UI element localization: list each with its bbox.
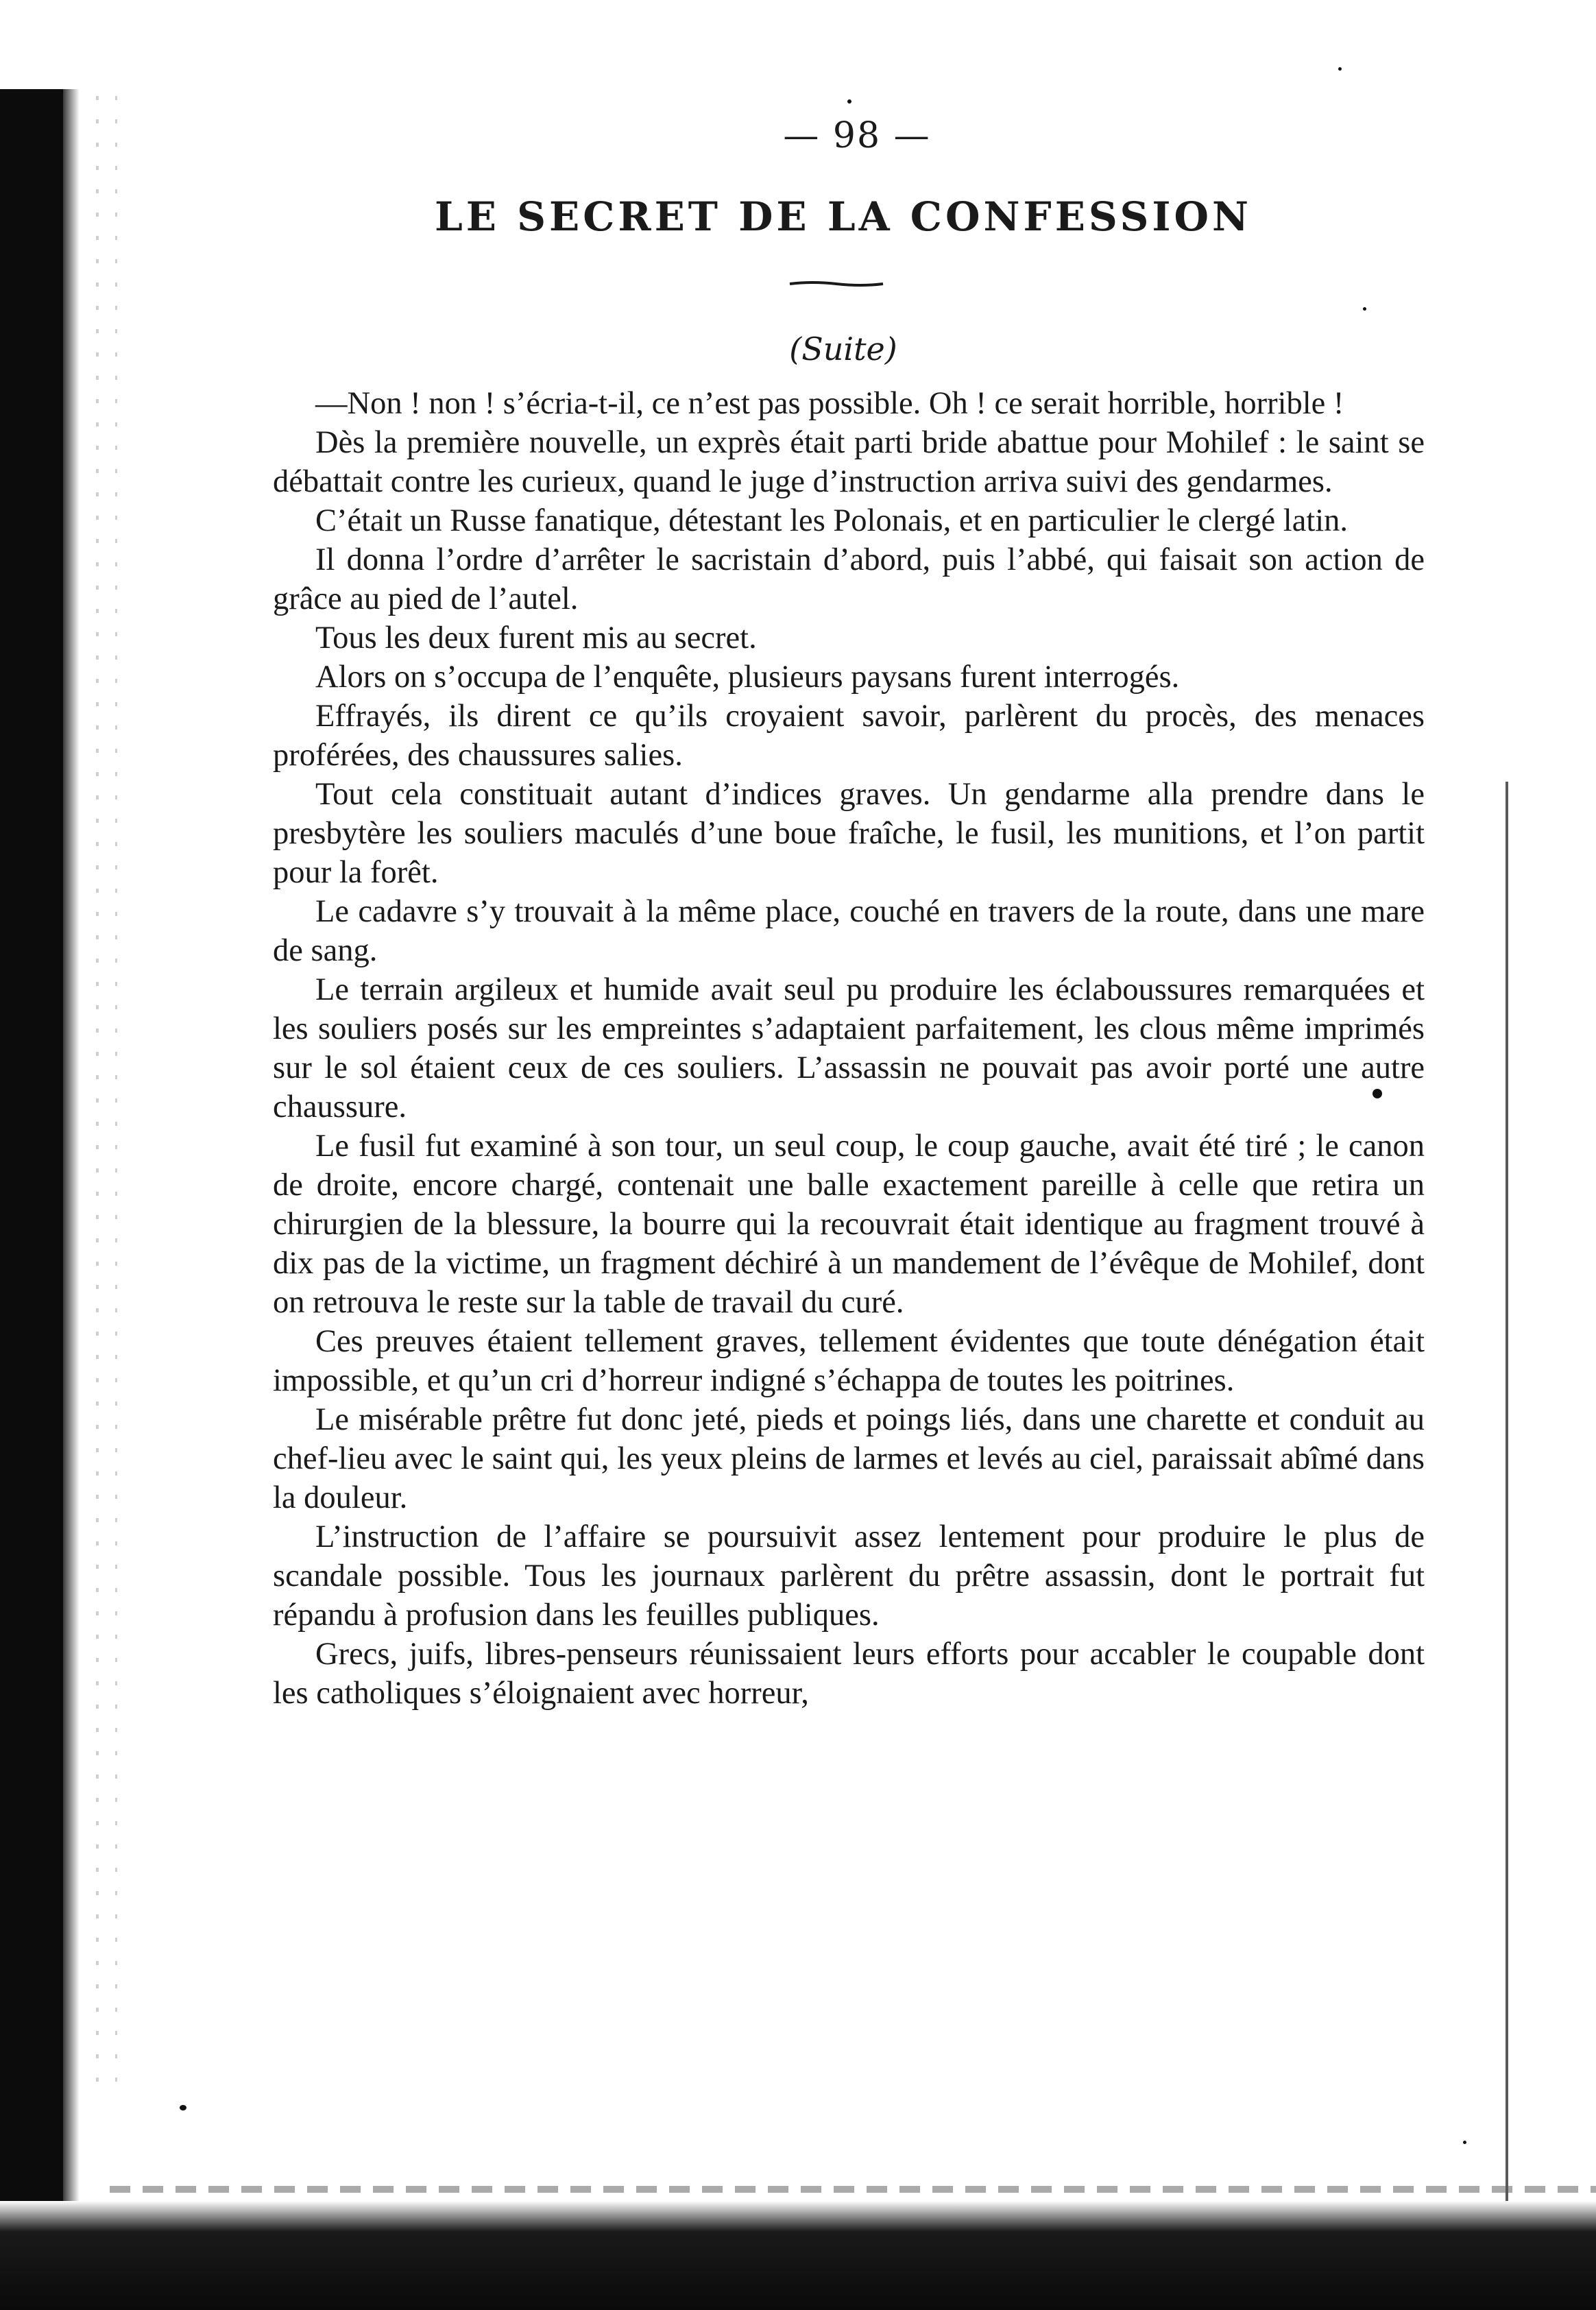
ink-speck	[1338, 67, 1342, 71]
scan-binding-shadow	[63, 89, 80, 2310]
subtitle: (Suite)	[789, 330, 897, 368]
ink-speck	[1363, 307, 1366, 311]
paragraph: Le fusil fut examiné à son tour, un seul coup, le coup gauche, avait été tiré ; le canon de droite, encore chargé, contenait une balle exactement pareille à celle que retira un chirurgien de la blessure, la bourre qui la recouvrait était identique au fragment trouvé à dix pas de la victime, un fragment déchiré à un mandement de l’évêque de Mohilef, dont on retrouva le reste sur la table de travail du curé.	[273, 1129, 1425, 1320]
paragraph: Tout cela constituait autant d’indices graves. Un gendarme alla prendre dans le presbytère les souliers maculés d’une boue fraîche, le fusil, les munitions, et l’on partit pour la forêt.	[273, 777, 1425, 890]
paragraph: Tous les deux furent mis au secret.	[315, 621, 757, 655]
paragraph: Grecs, juifs, libres-penseurs réunissaient leurs efforts pour accabler le coupable dont les catholiques s’éloignaient avec horreur,	[273, 1637, 1425, 1711]
paragraph: Il donna l’ordre d’arrêter le sacristain d’abord, puis l’abbé, qui faisait son action de grâce au pied de l’autel.	[273, 542, 1425, 616]
scan-gutter-noise	[82, 96, 137, 2084]
ink-speck	[847, 99, 851, 104]
ink-speck	[1373, 1089, 1382, 1098]
paragraph: Effrayés, ils dirent ce qu’ils croyaient savoir, parlèrent du procès, des menaces proférées, des chaussures salies.	[273, 699, 1425, 773]
scan-bottom-streak	[110, 2186, 1596, 2193]
page-number: — 98 —	[783, 115, 931, 156]
paragraph: L’instruction de l’affaire se poursuivit assez lentement pour produire le plus de scandale possible. Tous les journaux parlèrent du prêtre assassin, dont le portrait fut répandu à profusion dans les feuilles publiques.	[273, 1519, 1425, 1633]
chapter-title: LE SECRET DE LA CONFESSION	[434, 193, 1253, 240]
ink-speck	[180, 2105, 186, 2110]
scan-binding-edge	[0, 89, 63, 2310]
title-ornament-rule	[788, 280, 884, 288]
paragraph: Ces preuves étaient tellement graves, tellement évidentes que toute dénégation était impossible, et qu’un cri d’horreur indigné s’échappa de toutes les poitrines.	[273, 1324, 1425, 1398]
paragraph: Alors on s’occupa de l’enquête, plusieurs paysans furent interrogés.	[315, 660, 1180, 695]
paragraph: C’était un Russe fanatique, détestant les Polonais, et en particulier le clergé latin.	[315, 503, 1349, 538]
paragraph: Le terrain argileux et humide avait seul pu produire les éclaboussures remarquées et les souliers posés sur les empreintes s’adaptaient parfaitement, les clous même imprimés sur le sol étaient ceux de ces souliers. L’assassin ne pouvait pas avoir porté une autre chaussure.	[273, 972, 1425, 1124]
paragraph: Le cadavre s’y trouvait à la même place, couché en travers de la route, dans une mare de sang.	[273, 894, 1425, 968]
article-body	[273, 384, 1425, 1713]
paragraph: Le misérable prêtre fut donc jeté, pieds et poings liés, dans une charette et conduit au chef-lieu avec le saint qui, les yeux pleins de larmes et levés au ciel, paraissait abîmé dans la douleur.	[273, 1402, 1425, 1515]
paragraph: —Non ! non ! s’écria-t-il, ce n’est pas possible. Oh ! ce serait horrible, horrible !	[315, 386, 1344, 421]
ink-speck	[1463, 2141, 1466, 2144]
scan-bottom-band	[0, 2201, 1596, 2310]
paragraph: Dès la première nouvelle, un exprès était parti bride abattue pour Mohilef : le saint se débattait contre les curieux, quand le juge d’instruction arriva suivi des gendarmes.	[273, 425, 1425, 499]
scan-right-edge-line	[1506, 782, 1508, 2235]
